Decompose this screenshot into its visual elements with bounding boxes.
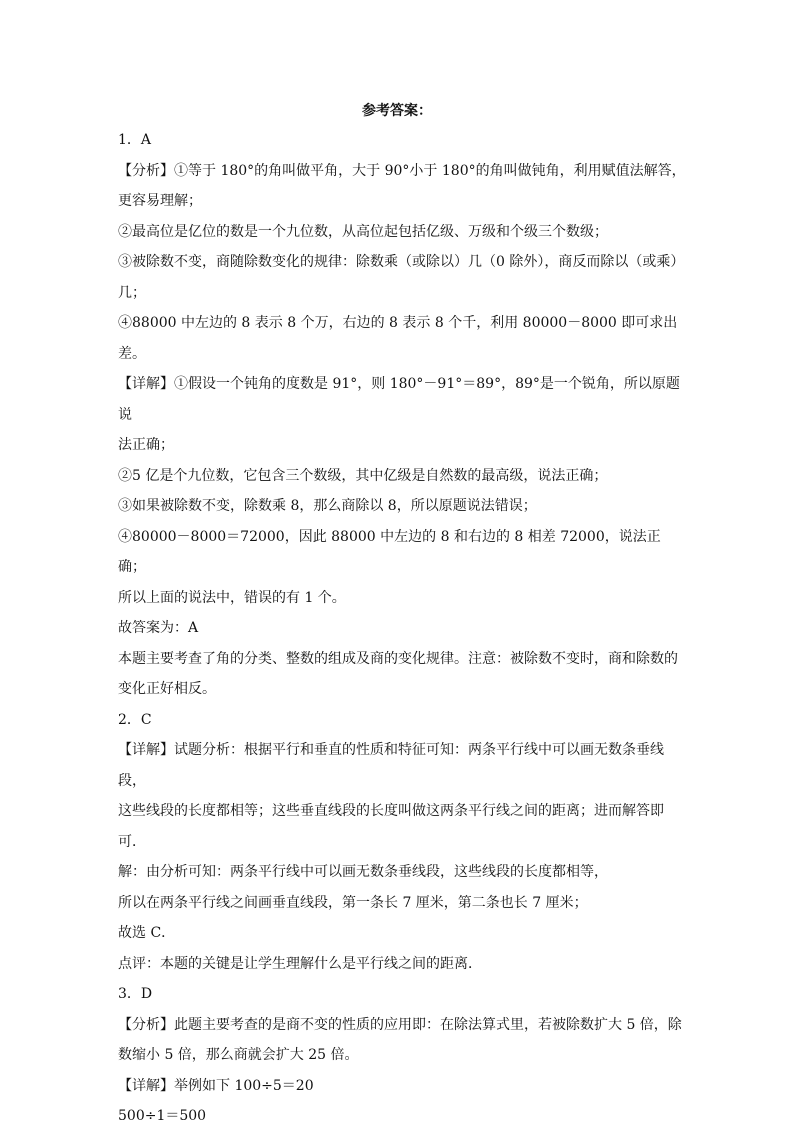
text-line: 数缩小 5 倍，那么商就会扩大 25 倍。	[118, 1047, 359, 1063]
text-line: 【分析】①等于 180°的角叫做平角，大于 90°小于 180°的角叫做钝角，利用赋值法解答，	[118, 162, 686, 179]
text-line: 几；	[118, 284, 146, 301]
text-line: 【详解】举例如下 100÷5＝20	[118, 1077, 314, 1094]
text-line: 本题主要考查了角的分类、整数的组成及商的变化规律。注意：被除数不变时，商和除数的	[118, 650, 678, 667]
text-line: 所以上面的说法中，错误的有 1 个。	[118, 589, 346, 606]
text-line: 1．A	[118, 132, 152, 148]
text-line: 2．C	[118, 711, 152, 728]
text-line: ②5 亿是个九位数，它包含三个数级，其中亿级是自然数的最高级，说法正确；	[118, 467, 608, 484]
text-line: ④80000－8000＝72000，因此 88000 中左边的 8 和右边的 8 相差 72000，说法正确；	[118, 528, 661, 575]
text-line: ③如果被除数不变，除数乘 8，那么商除以 8，所以原题说法错误；	[118, 498, 537, 514]
text-line: 这些线段的长度都相等；这些垂直线段的长度叫做这两条平行线之间的距离；进而解答即	[118, 803, 664, 819]
text-line: 法正确；	[118, 437, 174, 453]
text-line: 【分析】此题主要考查的是商不变的性质的应用即：在除法算式里，若被除数扩大 5 倍，除	[118, 1016, 682, 1033]
text-line: 故选 C．	[118, 925, 176, 941]
text-line: 所以在两条平行线之间画垂直线段，第一条长 7 厘米，第二条也长 7 厘米；	[118, 894, 588, 911]
text-line: ②最高位是亿位的数是一个九位数，从高位起包括亿级、万级和个级三个数级；	[118, 223, 608, 240]
answer-content	[118, 125, 688, 1132]
text-line: 更容易理解；	[118, 193, 202, 209]
text-line: 3．D	[118, 986, 153, 1002]
text-line: 【详解】试题分析：根据平行和垂直的性质和特征可知：两条平行线中可以画无数条垂线段，	[118, 742, 664, 789]
text-line: 故答案为：A	[118, 620, 199, 636]
text-line: ③被除数不变，商随除数变化的规律：除数乘（或除以）几（0 除外），商反而除以（或乘）	[118, 254, 685, 270]
text-line: 点评：本题的关键是让学生理解什么是平行线之间的距离．	[118, 955, 482, 972]
page-title: 参考答案：	[362, 103, 432, 119]
text-line: 可．	[118, 833, 146, 850]
text-line: 变化正好相反。	[118, 681, 216, 697]
text-line: 解：由分析可知：两条平行线中可以画无数条垂线段，这些线段的长度都相等，	[118, 864, 608, 880]
text-line: 【详解】①假设一个钝角的度数是 91°，则 180°－91°＝89°，89°是一个锐角，所以原题说	[118, 376, 680, 423]
text-line: 500÷1＝500	[118, 1108, 207, 1124]
text-line: ④88000 中左边的 8 表示 8 个万，右边的 8 表示 8 个千，利用 80000－8000 即可求出差。	[118, 315, 678, 362]
